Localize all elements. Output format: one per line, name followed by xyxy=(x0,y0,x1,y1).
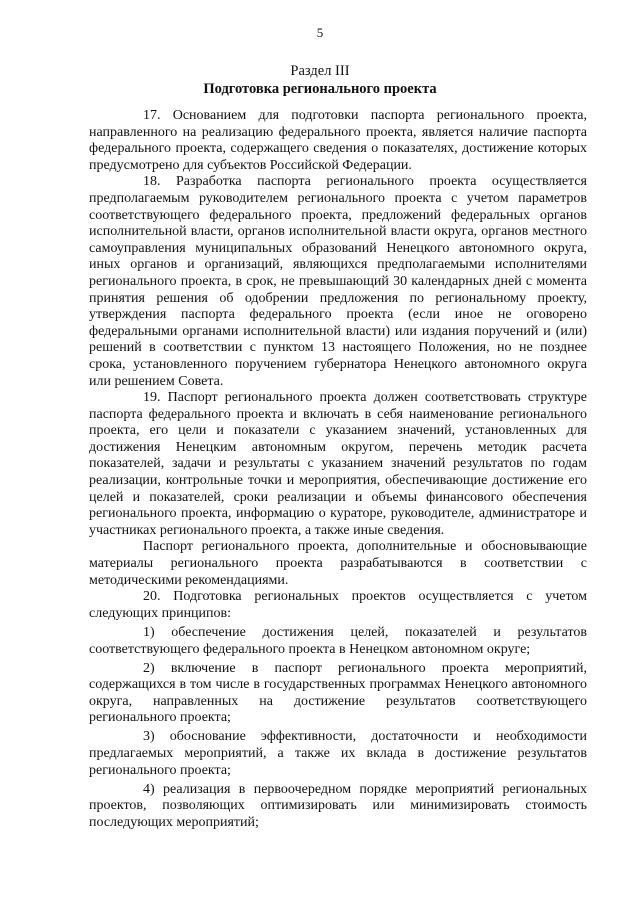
paragraph-18: 18. Разработка паспорта регионального проекта осуществляется предполагаемым руководителем регионального проекта с учетом параметров соответствующего федерального проекта, предложений федеральных органов исполнительной власти, органов исполнительной власти округа, органов местного самоуправления муниципальных образований Ненецкого автономного округа, иных органов и организаций, являющихся предполагаемыми исполнителями регионального проекта, в срок, не превышающий 30 календарных дней с момента принятия решения об одобрении предложения по региональному проекту, утверждения паспорта федерального проекта (если иное не оговорено федеральными органами исполнительной власти) или издания поручений и (или) решений в соответствии с пунктом 13 настоящего Положения, но не позднее срока, установленного поручением губернатора Ненецкого автономного округа или решением Совета. xyxy=(89,174,587,389)
principle-item-3: 3) обоснование эффективности, достаточности и необходимости предлагаемых мероприятий, а также их вклада в достижение результатов регионального проекта; xyxy=(89,729,587,778)
section-label: Раздел III xyxy=(290,63,350,79)
principle-item-1: 1) обеспечение достижения целей, показателей и результатов соответствующего федерального проекта в Ненецком автономном округе; xyxy=(89,624,587,657)
paragraph-17: 17. Основанием для подготовки паспорта регионального проекта, направленного на реализацию федерального проекта, является наличие паспорта федерального проекта, содержащего сведения о показателях, достижение которых предусмотрено для субъектов Российской Федерации. xyxy=(89,108,587,173)
page-number: 5 xyxy=(316,25,324,40)
document-body xyxy=(89,108,587,832)
section-header xyxy=(0,62,640,98)
paragraph-19-continued: Паспорт регионального проекта, дополнительные и обосновывающие материалы регионального проекта разрабатываются в соответствии с методическими рекомендациями. xyxy=(89,539,587,588)
paragraph-19: 19. Паспорт регионального проекта должен соответствовать структуре паспорта федерального проекта и включать в себя наименование регионального проекта, его цели и показатели с указанием значений, установленных для достижения Ненецким автономным округом, перечень методик расчета показателей, задачи и результаты с указанием значений результатов по годам реализации, контрольные точки и мероприятия, обеспечивающие достижение его целей и показателей, сроки реализации и объемы финансового обеспечения регионального проекта, информацию о кураторе, руководителе, администраторе и участниках регионального проекта, а также иные сведения. xyxy=(89,390,587,538)
principle-item-2: 2) включение в паспорт регионального проекта мероприятий, содержащихся в том числе в государственных программах Ненецкого автономного округа, направленных на достижение результатов соответствующего регионального проекта; xyxy=(89,660,587,726)
principle-item-4: 4) реализация в первоочередном порядке мероприятий региональных проектов, позволяющих оптимизировать или минимизировать стоимость последующих мероприятий; xyxy=(89,781,587,830)
section-title: Подготовка регионального проекта xyxy=(203,81,437,97)
paragraph-20: 20. Подготовка региональных проектов осуществляется с учетом следующих принципов: xyxy=(89,589,587,621)
